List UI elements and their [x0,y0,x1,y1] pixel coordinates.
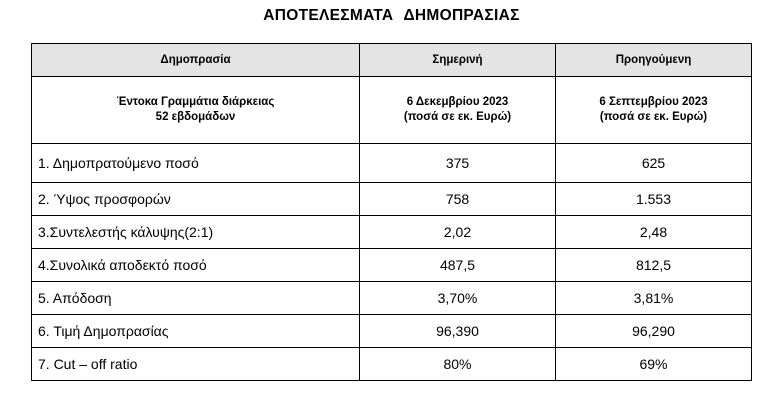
row-label: 2. Ύψος προσφορών [32,183,360,216]
header-auction: Δημοπρασία [32,44,360,77]
table-row [32,183,752,216]
row-previous: 1.553 [556,183,752,216]
row-current: 96,390 [360,315,556,348]
row-current: 3,70% [360,282,556,315]
instrument-line2: 52 εβδομάδων [155,111,236,123]
table-row [32,249,752,282]
row-current: 2,02 [360,216,556,249]
table-row [32,144,752,183]
table-row [32,216,752,249]
page-title: ΑΠΟΤΕΛΕΣΜΑΤΑ ΔΗΜΟΠΡΑΣΙΑΣ [263,7,520,24]
row-label: 6. Τιμή Δημοπρασίας [32,315,360,348]
row-label: 7. Cut – off ratio [32,348,360,381]
row-previous: 2,48 [556,216,752,249]
row-current: 758 [360,183,556,216]
row-current: 80% [360,348,556,381]
header-current: Σημερινή [360,44,556,77]
row-label: 5. Απόδοση [32,282,360,315]
row-previous: 812,5 [556,249,752,282]
table-row [32,315,752,348]
row-previous: 3,81% [556,282,752,315]
row-label: 4.Συνολικά αποδεκτό ποσό [32,249,360,282]
instrument-cell [32,77,360,144]
previous-date-cell [556,77,752,144]
table-subheader-row [32,77,752,144]
row-label: 3.Συντελεστής κάλυψης(2:1) [32,216,360,249]
table-row [32,282,752,315]
table-header-row [32,44,752,77]
row-previous: 69% [556,348,752,381]
previous-date: 6 Σεπτεμβρίου 2023 [599,96,708,108]
row-label: 1. Δημοπρατούμενο ποσό [32,144,360,183]
instrument-line1: Έντοκα Γραμμάτια διάρκειας [116,96,275,108]
current-unit: (ποσά σε εκ. Ευρώ) [403,111,512,123]
current-date-cell [360,77,556,144]
row-previous: 625 [556,144,752,183]
row-current: 487,5 [360,249,556,282]
table-row [32,348,752,381]
header-previous: Προηγούμενη [556,44,752,77]
current-date: 6 Δεκεμβρίου 2023 [406,96,509,108]
previous-unit: (ποσά σε εκ. Ευρώ) [599,111,708,123]
row-current: 375 [360,144,556,183]
auction-results-table [31,43,752,381]
row-previous: 96,290 [556,315,752,348]
